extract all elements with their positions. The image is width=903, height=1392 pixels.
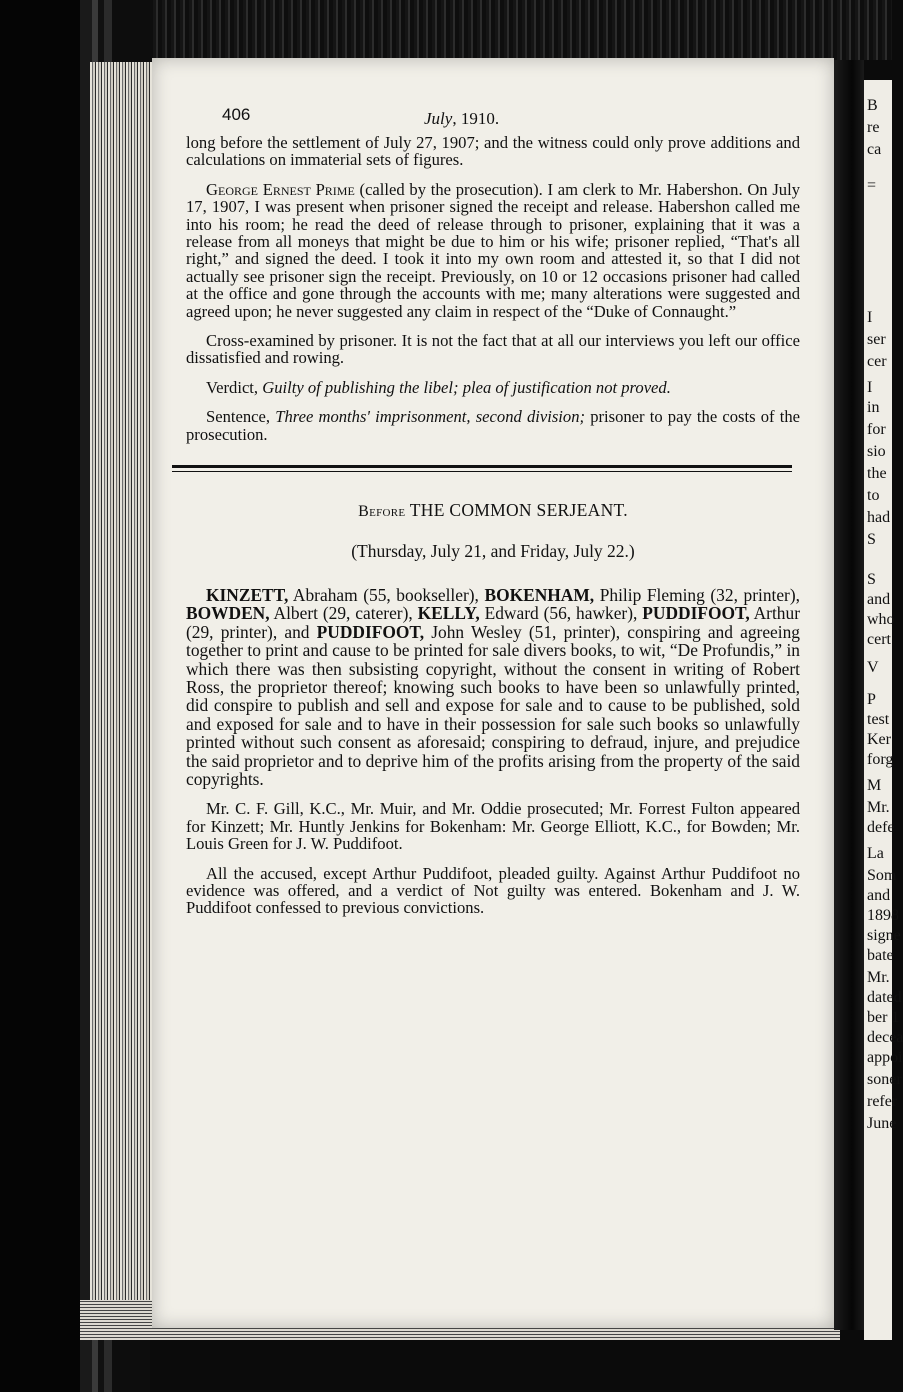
defendant-name: PUDDIFOOT, [642, 603, 750, 624]
running-head-year: , 1910. [452, 109, 500, 128]
running-head-month: July [424, 109, 453, 128]
facing-page-text-fragment: P [867, 691, 876, 708]
facing-page-text-fragment: 1898 [867, 907, 899, 924]
defendant-desc: Edward (56, hawker), [479, 603, 643, 624]
facing-page-text-fragment: re [867, 119, 880, 136]
defendant-desc: Albert (29, caterer), [269, 603, 418, 624]
divider-thin-line [172, 471, 792, 472]
facing-page-text-fragment: in [867, 399, 880, 416]
facing-page-text-fragment: signe [867, 927, 901, 944]
facing-page-text-fragment: decea [867, 1029, 903, 1046]
facing-page-text-fragment: dated [867, 989, 902, 1006]
paragraph-counsel: Mr. C. F. Gill, K.C., Mr. Muir, and Mr. Oddie prosecuted; Mr. Forrest Fulton appeared for Kinzett; Mr. Huntly Jenkins for Bokenham: Mr. George Elliott, K.C., for Bowden; Mr. Louis Green for J. W. Puddifoot. [186, 799, 800, 854]
facing-page-text-fragment: forg [867, 751, 894, 768]
facing-page-text-fragment: La [867, 845, 884, 862]
facing-page-text-fragment: and [867, 887, 891, 904]
facing-page-text-fragment: test [867, 711, 890, 728]
facing-page-text-fragment: cert [867, 631, 891, 648]
defendant-desc: Abraham (55, bookseller), [288, 584, 485, 605]
paragraph-continuation: long before the settlement of July 27, 1907; and the witness could only prove additions and calculations on immaterial sets of figures. [186, 133, 800, 170]
defendant-name: KINZETT, [206, 584, 289, 605]
facing-page-text-fragment: B [867, 97, 878, 114]
facing-page-text-fragment: M [867, 777, 882, 794]
facing-page-text-fragment: appoi [867, 1049, 903, 1066]
paragraph-indictment [186, 586, 800, 788]
court-heading [186, 502, 800, 520]
witness-testimony-text: (called by the prosecution). I am clerk to Mr. Habershon. On July 17, 1907, I was present when prisoner signed the receipt and release. Habershon called me into his room; he read the deed of release through to prisoner, explaining that it was a release from all moneys that might be due to him or his wife; prisoner replied, “That's all right,” and signed the deed. I took it into my own room and attested it, so that I did not actually see prisoner sign the receipt. Previously, on 10 or 12 occasions prisoner had called at the office and gone through the accounts with me; many alterations were suggested and agreed upon; he never suggested any claim in respect of the “Duke of Connaught.” [186, 179, 800, 321]
facing-page-text-fragment: S [867, 571, 876, 588]
defendant-name: BOWDEN, [186, 603, 270, 624]
facing-page-text-fragment: ser [867, 331, 886, 348]
facing-page-text-fragment: I [867, 309, 873, 326]
facing-page-text-fragment: who [867, 611, 895, 628]
facing-page-text-fragment: = [867, 177, 877, 194]
facing-page-fragment [864, 80, 903, 1340]
defendant-name: KELLY, [417, 603, 480, 624]
defendant-name: BOKENHAM, [484, 584, 595, 605]
facing-page-text-fragment: S [867, 531, 876, 548]
page-stack-edge [90, 62, 160, 1332]
facing-page-text-fragment: sio [867, 443, 886, 460]
defendant-desc: Philip Fleming (32, printer), [594, 584, 800, 605]
page-number: 406 [222, 105, 251, 124]
paragraph-verdict [186, 379, 800, 396]
facing-page-text-fragment: Som [867, 867, 897, 884]
verdict-text: Guilty of publishing the libel; plea of justification not proved. [262, 377, 671, 397]
court-before: Before [358, 503, 406, 521]
paragraph-plea: All the accused, except Arthur Puddifoot, pleaded guilty. Against Arthur Puddifoot no evidence was offered, and a verdict of Not guilty was entered. Bokenham and J. W. Puddifoot confessed to previous convictions. [186, 863, 800, 918]
facing-page-text-fragment: Ker [867, 731, 891, 748]
facing-page-text-fragment: refer [867, 1093, 898, 1110]
defendant-name: PUDDIFOOT, [316, 621, 425, 642]
facing-page-text-fragment: to [867, 487, 880, 504]
facing-page-text-fragment: I [867, 379, 873, 396]
facing-page-text-fragment: cer [867, 353, 887, 370]
section-divider [172, 465, 792, 472]
charge-text: John Wesley (51, printer), conspiring and agreeing together to print and cause to be printed for sale divers books, to wit, “De Profundis,” in which there was then subsisting copyright, without the consent in writing of Robert Ross, the proprietor thereof; knowing such books to have been so unlawfully printed, did conspire to publish and sell and expose for sale and to cause to be published, sold and exposed for sale and to have in their possession for sale such books so unlawfully printed without such consent as aforesaid; conspiring to defraud, injure, and prejudice the said proprietor and to deprive him of the profits arising from the property of the said copyrights. [186, 621, 800, 789]
facing-page-text-fragment: and [867, 591, 891, 608]
court-name: THE COMMON SERJEANT. [409, 500, 628, 521]
running-head [424, 110, 499, 127]
facing-page-text-fragment: soner [867, 1071, 902, 1088]
witness-name: George Ernest Prime [206, 179, 355, 199]
page-content [186, 100, 800, 917]
book-gutter [834, 60, 864, 1330]
facing-page-text-fragment: June [867, 1115, 897, 1132]
paragraph-cross-examination: Cross-examined by prisoner. It is not the fact that at all our interviews you left our office dissatisfied and rowing. [186, 331, 800, 368]
facing-page-text-fragment: defe [867, 819, 895, 836]
trial-dates: (Thursday, July 21, and Friday, July 22.) [351, 540, 635, 561]
verdict-label: Verdict, [206, 377, 263, 397]
facing-page-text-fragment: the [867, 465, 887, 482]
page-header [186, 100, 800, 134]
facing-page-text-fragment: Mr. [867, 969, 890, 986]
facing-page-text-fragment: had [867, 509, 891, 526]
facing-page-text-fragment: for [867, 421, 886, 438]
sentence-rest: prisoner to pay the costs of the prosecution. [186, 407, 800, 444]
sentence-text: Three months' imprisonment, second division; [275, 407, 586, 427]
sentence-label: Sentence, [206, 407, 276, 427]
divider-thick-line [172, 465, 792, 468]
facing-page-text-fragment: ber 1 [867, 1009, 900, 1026]
facing-page-text-fragment: ca [867, 141, 882, 158]
facing-page-text-fragment: Mr. [867, 799, 890, 816]
paragraph-witness-testimony [186, 181, 800, 320]
facing-page-text-fragment: V [867, 659, 879, 676]
paragraph-sentence [186, 408, 800, 443]
defendant-desc: Arthur (29, printer), and [186, 603, 800, 642]
facing-page-text-fragment: bate [867, 947, 894, 964]
